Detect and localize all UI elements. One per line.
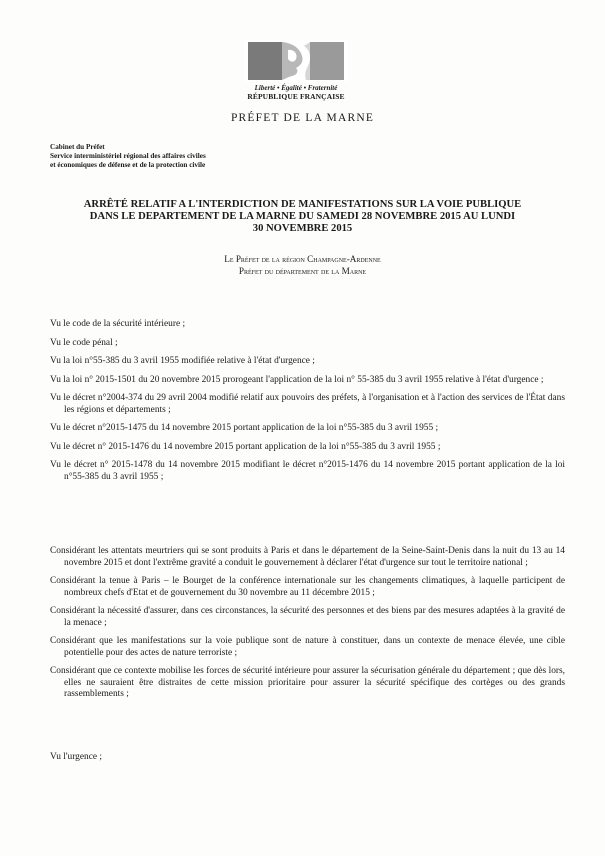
considerants-list xyxy=(50,546,565,701)
visa-item: Vu le décret n° 2015-1476 du 14 novembre 2015 portant application de la loi n°55-385 du 3 avril 1955 ; xyxy=(50,441,441,452)
vu-urgence: Vu l'urgence ; xyxy=(50,752,102,762)
cabinet-block xyxy=(50,143,206,170)
arrete-title-line: ARRÊTÉ RELATIF A L'INTERDICTION DE MANIFESTATIONS SUR LA VOIE PUBLIQUE xyxy=(83,199,522,210)
cabinet-line: Service interministériel régional des affaires civiles xyxy=(50,152,206,160)
devise-text: Liberté • Égalité • Fraternité xyxy=(254,84,338,92)
considerant-item: Considérant la tenue à Paris – le Bourget de la conférence internationale sur les changements climatiques, à laquelle participent de nombreux chefs d'Etat et de gouvernement du 30 novembre au 11 décembre 2015 ; xyxy=(50,576,565,598)
signatory-block xyxy=(0,254,605,277)
cabinet-line: et économiques de défense et de la protection civile xyxy=(50,161,206,169)
marianne-logo xyxy=(244,40,348,101)
considerant-item: Considérant que les manifestations sur la voie publique sont de nature à constituer, dans un contexte de menace élevée, une cible potentielle pour des actes de nature terroriste ; xyxy=(50,636,565,658)
visa-item: Vu le code pénal ; xyxy=(50,337,118,348)
visa-item: Vu le décret n°2004-374 du 29 avril 2004 modifié relatif aux pouvoirs des préfets, à l'organisation et à l'action des services de l'État dans les régions et départements ; xyxy=(50,393,565,415)
marianne-emblem-icon xyxy=(244,40,348,82)
cabinet-line: Cabinet du Préfet xyxy=(50,143,105,151)
visa-item: Vu le décret n°2015-1475 du 14 novembre 2015 portant application de la loi n°55-385 du 3 avril 1955 ; xyxy=(50,423,439,433)
arrete-title-line: 30 NOVEMBRE 2015 xyxy=(252,223,353,234)
arrete-title xyxy=(40,199,565,235)
signatory-line-1: Le Préfet de la région Champagne-Ardenne xyxy=(224,254,381,264)
visa-item: Vu la loi n°55-385 du 3 avril 1955 modifiée relative à l'état d'urgence ; xyxy=(50,356,315,366)
republique-text: RÉPUBLIQUE FRANÇAISE xyxy=(247,92,345,101)
visa-item: Vu le code de la sécurité intérieure ; xyxy=(50,319,186,329)
prefet-title: PRÉFET DE LA MARNE xyxy=(230,112,375,124)
arrete-title-line: DANS LE DEPARTEMENT DE LA MARNE DU SAMEDI 28 NOVEMBRE 2015 AU LUNDI xyxy=(89,211,516,222)
visas-list xyxy=(50,319,565,483)
signatory-line-2: Préfet du département de la Marne xyxy=(238,265,367,276)
considerant-item: Considérant que ce contexte mobilise les forces de sécurité intérieure pour assurer la sécurisation générale du département ; que dès lors, elles ne sauraient être distraites de cette mission prioritaire pour assurer la sécurité spécifique des cortèges ou des grands rassemblements ; xyxy=(50,666,565,699)
considerant-item: Considérant la nécessité d'assurer, dans ces circonstances, la sécurité des personnes et des biens par des mesures adaptées à la gravité de la menace ; xyxy=(50,606,565,628)
visa-item: Vu le décret n° 2015-1478 du 14 novembre 2015 modifiant le décret n°2015-1476 du 14 novembre 2015 portant application de la loi n°55-385 du 3 avril 1955 ; xyxy=(50,460,565,482)
visa-item: Vu la loi n° 2015-1501 du 20 novembre 2015 prorogeant l'application de la loi n° 55-385 du 3 avril 1955 relative à l'état d'urgence ; xyxy=(50,374,544,385)
considerant-item: Considérant les attentats meurtriers qui se sont produits à Paris et dans le département de la Seine-Saint-Denis dans la nuit du 13 au 14 novembre 2015 et dont l'extrême gravité a conduit le gouvernement à déclarer l'état d'urgence sur tout le territoire national ; xyxy=(50,546,565,568)
